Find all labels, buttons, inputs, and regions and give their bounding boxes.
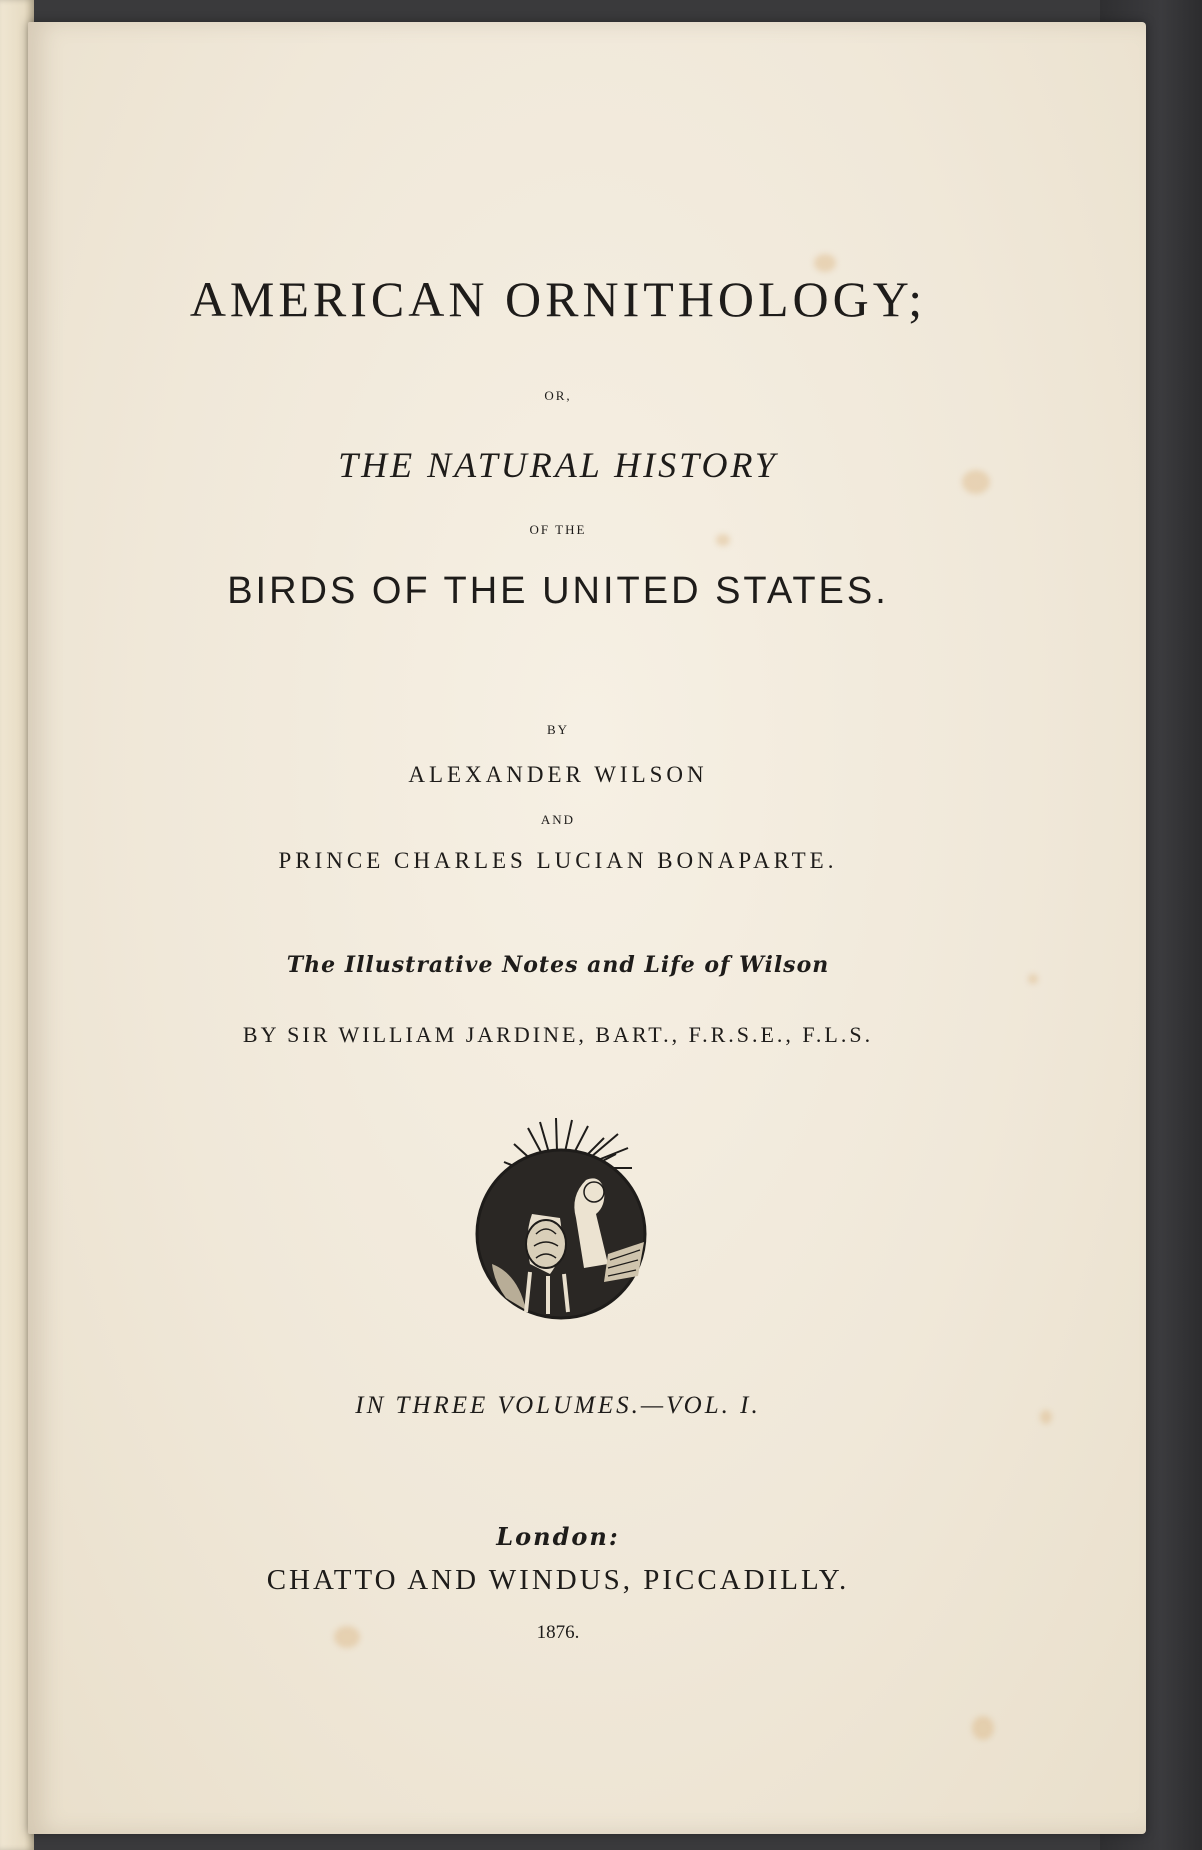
editor-line: BY SIR WILLIAM JARDINE, BART., F.R.S.E., F.L.S.: [242, 1022, 874, 1047]
printers-ornament-vignette-icon: [468, 1114, 654, 1322]
year-line: 1876.: [536, 1622, 580, 1643]
notes-line: The Illustrative Notes and Life of Wilson: [286, 952, 830, 978]
subject-line: BIRDS OF THE UNITED STATES.: [227, 570, 889, 612]
city-line: London:: [496, 1522, 620, 1551]
author-bonaparte: PRINCE CHARLES LUCIAN BONAPARTE.: [278, 848, 838, 873]
or-line: OR,: [544, 388, 572, 403]
title-page: [28, 22, 1146, 1834]
author-wilson: ALEXANDER WILSON: [408, 762, 708, 787]
foxing-spot: [972, 1716, 994, 1740]
and-line: AND: [540, 812, 576, 827]
subtitle: THE NATURAL HISTORY: [338, 445, 778, 485]
of-the-line: OF THE: [529, 522, 587, 537]
by-line: BY: [546, 722, 570, 737]
volumes-line: IN THREE VOLUMES.—VOL. I.: [355, 1392, 761, 1419]
main-title: AMERICAN ORNITHOLOGY;: [189, 271, 927, 327]
publisher-line: CHATTO AND WINDUS, PICCADILLY.: [266, 1564, 850, 1596]
